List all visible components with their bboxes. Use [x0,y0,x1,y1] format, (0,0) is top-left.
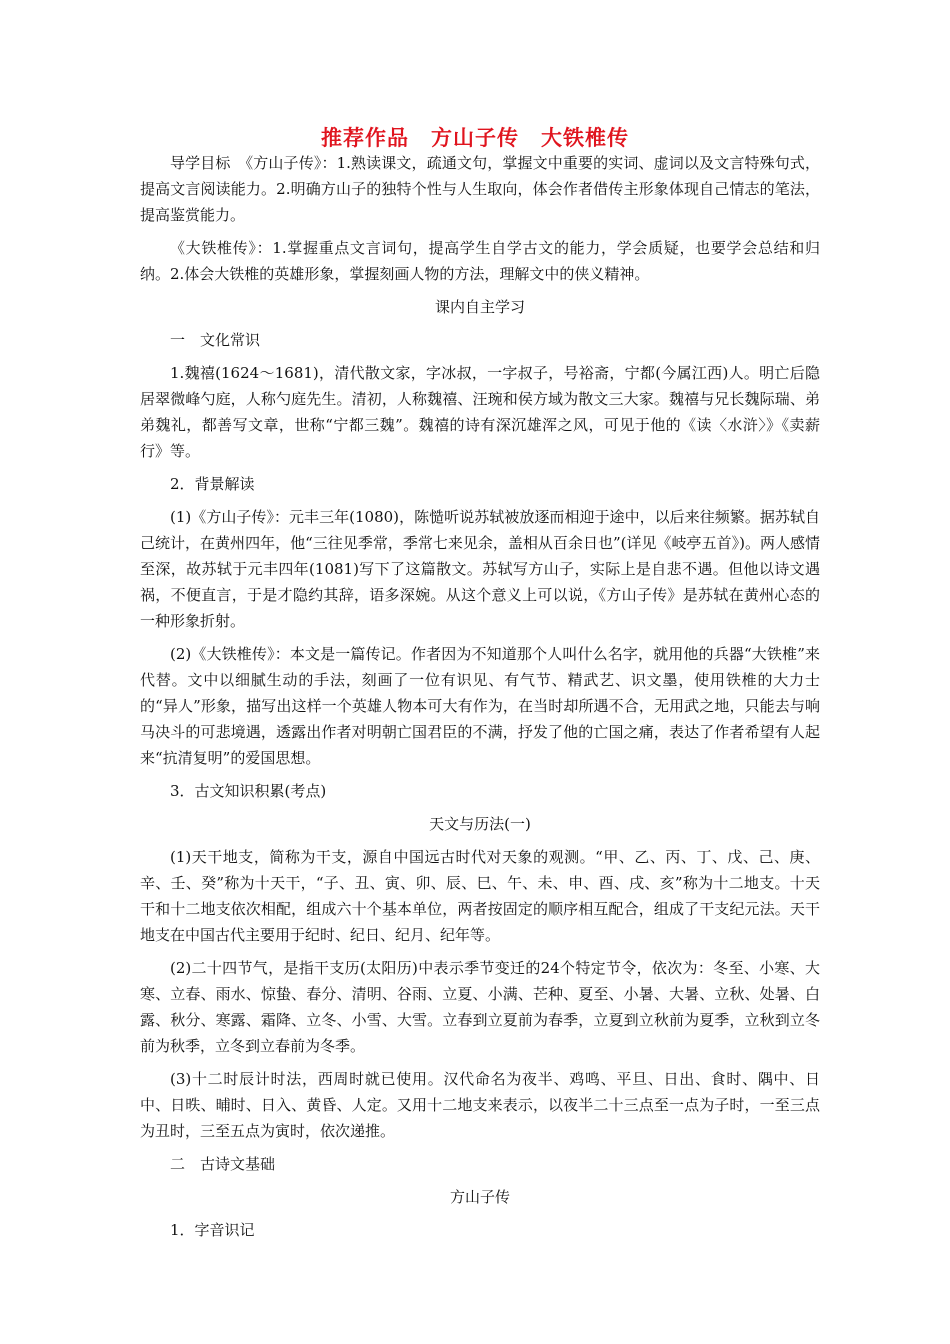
section-heading: 天文与历法(一) [429,815,531,833]
paragraph-objectives: 导学目标 《方山子传》：1.熟读课文，疏通文句，掌握文中重要的实词、虚词以及文言特殊句式，提高文言阅读能力。2.明确方山子的独特个性与人生取向，体会作者借传主形象体现自己情志的笔法，提高鉴赏能力。 [140,154,820,224]
paragraph-background-2: (2)《大铁椎传》：本文是一篇传记。作者因为不知道那个人叫什么名字，就用他的兵器“大铁椎”来代替。文中以细腻生动的手法，刻画了一位有识见、有气节、精武艺、识文墨，使用铁椎的大力士的“异人”形象，描写出这样一个英雄人物本可大有作为，在当时却所遇不合，无用武之地，只能去与响马决斗的可悲境遇，透露出作者对明朝亡国君臣的不满，抒发了他的亡国之痛，表达了作者希望有人起来“抗清复明”的爱国思想。 [140,645,820,767]
paragraph-author: 1.魏禧(1624～1681)，清代散文家，字冰叔，一字叔子，号裕斋，宁都(今属江西)人。明亡后隐居翠微峰勺庭，人称勺庭先生。清初，人称魏禧、汪琬和侯方域为散文三大家。魏禧与兄长魏际瑞、弟弟魏礼，都善写文章，世称“宁都三魏”。魏禧的诗有深沉雄浑之风，可见于他的《读〈水浒〉》《卖薪行》等。 [140,364,820,460]
section-heading: 课内自主学习 [434,298,525,316]
document-title: 推荐作品 方山子传 大铁椎传 [321,126,629,150]
paragraph-solar-terms: (2)二十四节气，是指干支历(太阳历)中表示季节变迁的24个特定节令，依次为：冬至、小寒、大寒、立春、雨水、惊蛰、春分、清明、谷雨、立夏、小满、芒种、夏至、小暑、大暑、立秋、处暑、白露、秋分、寒露、霜降、立冬、小雪、大雪。立春到立夏前为春季，立夏到立秋前为夏季，立秋到立冬前为秋季，立冬到立春前为冬季。 [140,959,820,1055]
document-body [140,150,820,1243]
subsection-heading: 一 文化常识 [170,331,261,349]
paragraph-background-1: (1)《方山子传》：元丰三年(1080)，陈慥听说苏轼被放逐而相迎于途中，以后来往频繁。据苏轼自己统计，在黄州四年，他“三往见季常，季常七来见余，盖相从百余日也”(详见《岐亭五首》)。两人感情至深，故苏轼于元丰四年(1081)写下了这篇散文。苏轼写方山子，实际上是自悲不遇。但他以诗文遇祸，不便直言，于是才隐约其辞，语多深婉。从这个意义上可以说，《方山子传》是苏轼在黄州心态的一种形象折射。 [140,508,820,630]
subsection-heading: 3．古文知识积累(考点) [170,782,327,800]
section-heading: 方山子传 [449,1188,510,1206]
paragraph-twelve-hours: (3)十二时辰计时法，西周时就已使用。汉代命名为夜半、鸡鸣、平旦、日出、食时、隅中、日中、日昳、晡时、日入、黄昏、人定。又用十二地支来表示，以夜半二十三点至一点为子时，一至三点为丑时，三至五点为寅时，依次递推。 [140,1070,820,1140]
subsection-heading: 2．背景解读 [170,475,255,493]
paragraph-tiangan-dizhi: (1)天干地支，简称为干支，源自中国远古时代对天象的观测。“甲、乙、丙、丁、戊、己、庚、辛、壬、癸”称为十天干，“子、丑、寅、卯、辰、巳、午、未、申、酉、戌、亥”称为十二地支。十天干和十二地支依次相配，组成六十个基本单位，两者按固定的顺序相互配合，组成了干支纪元法。天干地支在中国古代主要用于纪时、纪日、纪月、纪年等。 [140,848,820,944]
subsection-heading: 1．字音识记 [170,1221,255,1239]
subsection-heading: 二 古诗文基础 [170,1155,276,1173]
paragraph-objectives-2: 《大铁椎传》：1.掌握重点文言词句，提高学生自学古文的能力，学会质疑，也要学会总结和归纳。2.体会大铁椎的英雄形象，掌握刻画人物的方法，理解文中的侠义精神。 [140,239,820,283]
